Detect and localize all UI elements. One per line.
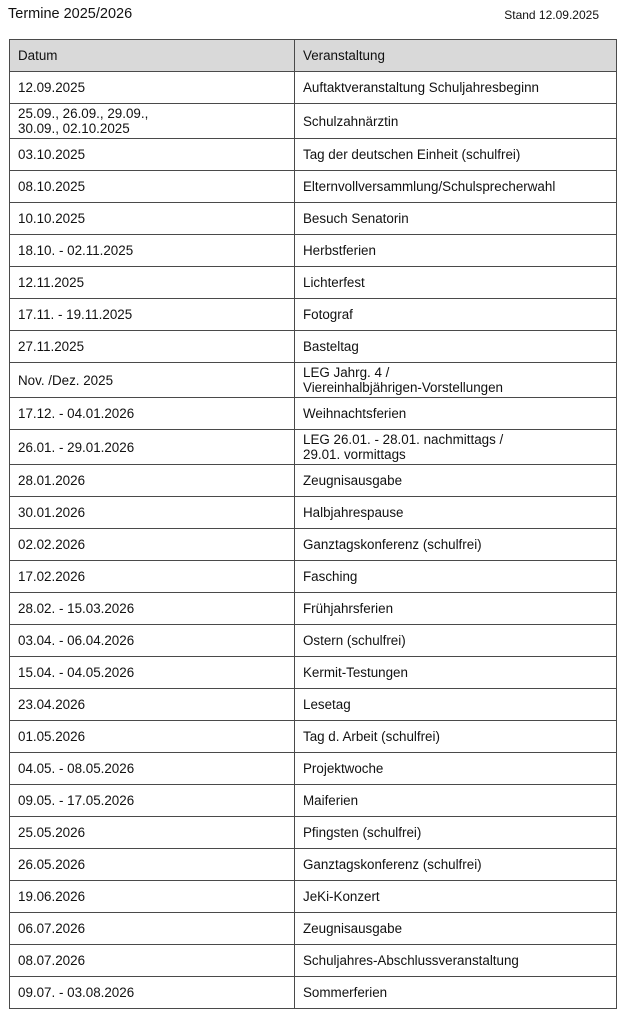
date-cell: 12.09.2025 bbox=[10, 72, 295, 104]
event-cell: Tag der deutschen Einheit (schulfrei) bbox=[295, 139, 617, 171]
event-cell: JeKi-Konzert bbox=[295, 881, 617, 913]
date-cell: 03.04. - 06.04.2026 bbox=[10, 625, 295, 657]
table-row bbox=[10, 465, 617, 497]
table-row bbox=[10, 561, 617, 593]
date-cell: 03.10.2025 bbox=[10, 139, 295, 171]
event-cell: Frühjahrsferien bbox=[295, 593, 617, 625]
event-cell: Maiferien bbox=[295, 785, 617, 817]
date-cell: 17.11. - 19.11.2025 bbox=[10, 299, 295, 331]
table-header-row bbox=[10, 40, 617, 72]
table-row bbox=[10, 945, 617, 977]
event-cell: Ostern (schulfrei) bbox=[295, 625, 617, 657]
event-cell: Auftaktveranstaltung Schuljahresbeginn bbox=[295, 72, 617, 104]
date-cell: 25.09., 26.09., 29.09., 30.09., 02.10.2025 bbox=[10, 104, 295, 139]
event-cell: Sommerferien bbox=[295, 977, 617, 1009]
table-row bbox=[10, 529, 617, 561]
event-cell: Weihnachtsferien bbox=[295, 398, 617, 430]
date-cell: 26.01. - 29.01.2026 bbox=[10, 430, 295, 465]
table-row bbox=[10, 299, 617, 331]
event-cell: Zeugnisausgabe bbox=[295, 465, 617, 497]
event-cell: Fasching bbox=[295, 561, 617, 593]
table-row bbox=[10, 881, 617, 913]
table-row bbox=[10, 203, 617, 235]
event-cell: Kermit-Testungen bbox=[295, 657, 617, 689]
event-cell: Basteltag bbox=[295, 331, 617, 363]
table-body bbox=[10, 72, 617, 1009]
page-title: Termine 2025/2026 bbox=[8, 6, 133, 22]
event-cell: Halbjahrespause bbox=[295, 497, 617, 529]
event-cell: Herbstferien bbox=[295, 235, 617, 267]
date-cell: 26.05.2026 bbox=[10, 849, 295, 881]
event-cell: Schulzahnärztin bbox=[295, 104, 617, 139]
event-cell: LEG 26.01. - 28.01. nachmittags / 29.01. vormittags bbox=[295, 430, 617, 465]
table-row bbox=[10, 497, 617, 529]
events-table bbox=[9, 39, 617, 1009]
event-cell: Projektwoche bbox=[295, 753, 617, 785]
event-cell: Fotograf bbox=[295, 299, 617, 331]
event-cell: Besuch Senatorin bbox=[295, 203, 617, 235]
event-cell: Ganztagskonferenz (schulfrei) bbox=[295, 529, 617, 561]
event-cell: Elternvollversammlung/Schulsprecherwahl bbox=[295, 171, 617, 203]
table-row bbox=[10, 363, 617, 398]
table-row bbox=[10, 331, 617, 363]
page-header bbox=[8, 6, 599, 26]
event-cell: Schuljahres-Abschlussveranstaltung bbox=[295, 945, 617, 977]
date-cell: 04.05. - 08.05.2026 bbox=[10, 753, 295, 785]
table-row bbox=[10, 625, 617, 657]
event-cell: LEG Jahrg. 4 / Viereinhalbjährigen-Vorstellungen bbox=[295, 363, 617, 398]
table-row bbox=[10, 235, 617, 267]
date-cell: 17.12. - 04.01.2026 bbox=[10, 398, 295, 430]
date-cell: 17.02.2026 bbox=[10, 561, 295, 593]
date-cell: 27.11.2025 bbox=[10, 331, 295, 363]
date-cell: 09.07. - 03.08.2026 bbox=[10, 977, 295, 1009]
date-cell: 15.04. - 04.05.2026 bbox=[10, 657, 295, 689]
event-cell: Pfingsten (schulfrei) bbox=[295, 817, 617, 849]
date-cell: 01.05.2026 bbox=[10, 721, 295, 753]
table-row bbox=[10, 104, 617, 139]
date-cell: 02.02.2026 bbox=[10, 529, 295, 561]
table-row bbox=[10, 267, 617, 299]
date-cell: Nov. /Dez. 2025 bbox=[10, 363, 295, 398]
date-cell: 18.10. - 02.11.2025 bbox=[10, 235, 295, 267]
table-row bbox=[10, 913, 617, 945]
status-date: Stand 12.09.2025 bbox=[504, 8, 599, 22]
date-cell: 10.10.2025 bbox=[10, 203, 295, 235]
date-cell: 23.04.2026 bbox=[10, 689, 295, 721]
date-cell: 09.05. - 17.05.2026 bbox=[10, 785, 295, 817]
event-cell: Lesetag bbox=[295, 689, 617, 721]
date-cell: 08.07.2026 bbox=[10, 945, 295, 977]
date-cell: 12.11.2025 bbox=[10, 267, 295, 299]
date-cell: 06.07.2026 bbox=[10, 913, 295, 945]
table-row bbox=[10, 817, 617, 849]
table-row bbox=[10, 171, 617, 203]
date-cell: 28.01.2026 bbox=[10, 465, 295, 497]
date-cell: 30.01.2026 bbox=[10, 497, 295, 529]
date-cell: 28.02. - 15.03.2026 bbox=[10, 593, 295, 625]
table-row bbox=[10, 785, 617, 817]
column-header-veranstaltung: Veranstaltung bbox=[295, 40, 617, 72]
date-cell: 25.05.2026 bbox=[10, 817, 295, 849]
table-row bbox=[10, 849, 617, 881]
table-row bbox=[10, 721, 617, 753]
table-row bbox=[10, 977, 617, 1009]
table-row bbox=[10, 753, 617, 785]
table-row bbox=[10, 139, 617, 171]
table-row bbox=[10, 398, 617, 430]
date-cell: 19.06.2026 bbox=[10, 881, 295, 913]
table-row bbox=[10, 689, 617, 721]
event-cell: Lichterfest bbox=[295, 267, 617, 299]
event-cell: Tag d. Arbeit (schulfrei) bbox=[295, 721, 617, 753]
event-cell: Zeugnisausgabe bbox=[295, 913, 617, 945]
date-cell: 08.10.2025 bbox=[10, 171, 295, 203]
table-row bbox=[10, 430, 617, 465]
table-row bbox=[10, 657, 617, 689]
table-row bbox=[10, 593, 617, 625]
table-row bbox=[10, 72, 617, 104]
event-cell: Ganztagskonferenz (schulfrei) bbox=[295, 849, 617, 881]
column-header-datum: Datum bbox=[10, 40, 295, 72]
